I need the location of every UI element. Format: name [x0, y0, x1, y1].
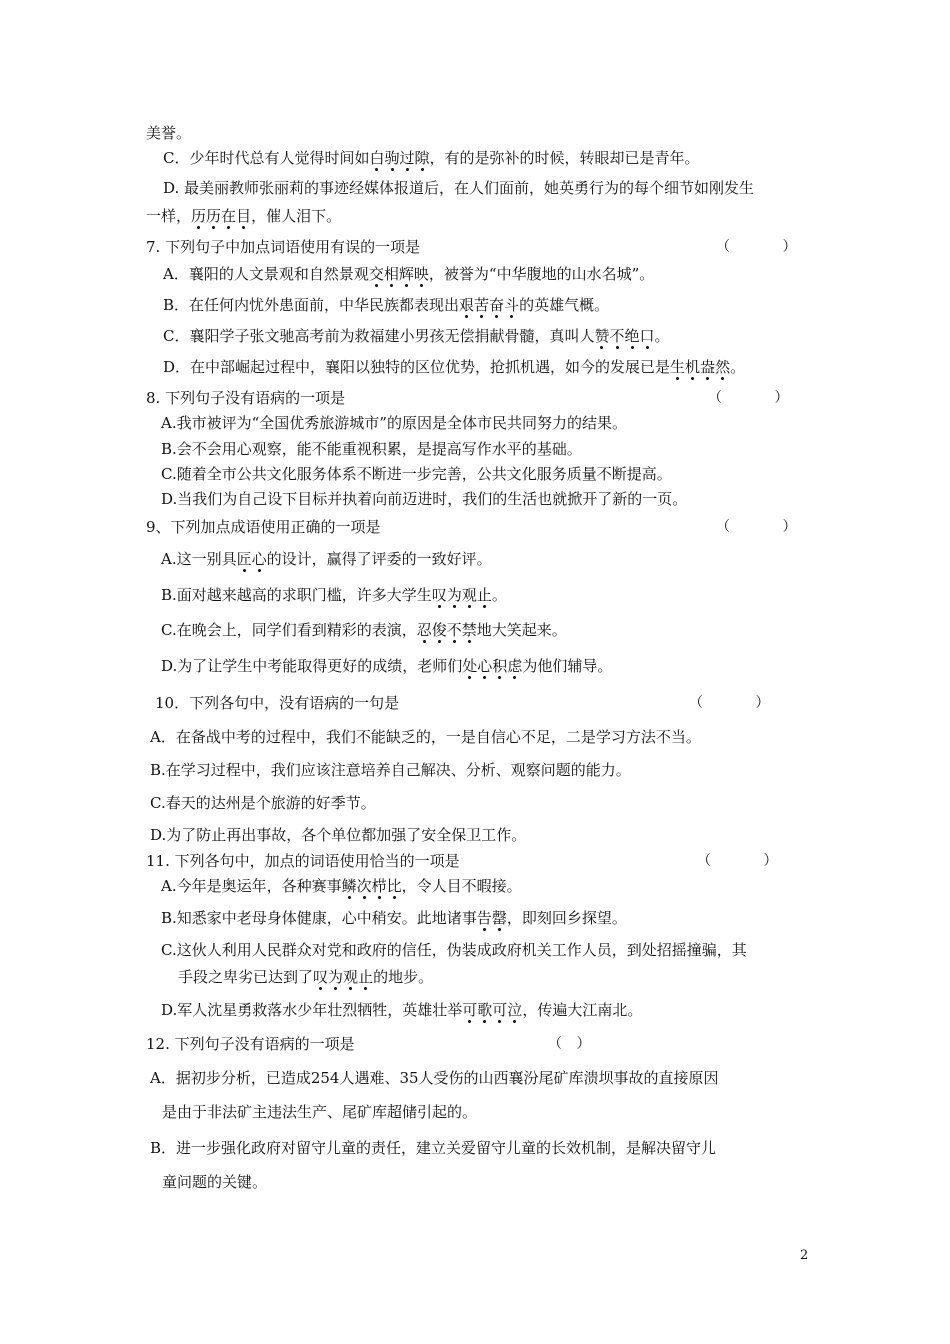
- option-line: 是由于非法矿主违法生产、尾矿库超储引起的。: [162, 1103, 478, 1121]
- option-line: B.在学习过程中，我们应该注意培养自己解决、分析、观察问题的能力。: [150, 761, 631, 779]
- dotted-char: 为: [446, 586, 462, 604]
- dotted-char: 历: [191, 207, 207, 225]
- question-11-stem: 11. 下列各句中，加点的词语使用恰当的一项是: [146, 852, 460, 870]
- dotted-char: 过: [399, 149, 415, 167]
- answer-paren-9: （ ）: [716, 519, 797, 535]
- option-line: D.军人沈星勇救落水少年壮烈牺牲，英雄壮举可歌可泣，传遍大江南北。: [161, 1001, 643, 1019]
- option-line: 手段之卑劣已达到了叹为观止的地步。: [178, 968, 434, 986]
- dotted-char: 为: [328, 968, 344, 986]
- option-line: C.随着全市公共文化服务体系不断进一步完善，公共文化服务质量不断提高。: [161, 465, 672, 483]
- dotted-char: 可: [492, 1001, 508, 1019]
- question-7-stem: 7. 下列句子中加点词语使用有误的一项是: [146, 238, 421, 256]
- answer-paren-7: （ ）: [716, 239, 797, 255]
- dotted-term: [462, 1001, 522, 1019]
- dotted-term: [417, 621, 477, 639]
- dotted-char: 交: [368, 265, 384, 283]
- answer-paren-8: （ ）: [708, 390, 789, 406]
- dotted-char: 观: [461, 586, 477, 604]
- dotted-char: 告: [476, 909, 492, 927]
- option-line: B．在任何内忧外患面前，中华民族都表现出艰苦奋斗的英雄气概。: [163, 296, 610, 314]
- option-line: C．少年时代总有人觉得时间如白驹过隙，有的是弥补的时候，转眼却已是青年。: [163, 149, 700, 167]
- option-line: A．襄阳的人文景观和自然景观交相辉映，被誉为“中华腹地的山水名城”。: [163, 265, 655, 283]
- dotted-char: 相: [383, 265, 399, 283]
- dotted-char: 忍: [416, 621, 432, 639]
- option-line: B.面对越来越高的求职门槛，许多大学生叹为观止。: [161, 586, 507, 604]
- dotted-term: [369, 265, 429, 283]
- dotted-term: [237, 550, 267, 568]
- text-line: 一样，历历在目，催人泪下。: [146, 207, 342, 225]
- option-line: B.知悉家中老母身体健康，心中稍安。此地诸事告罄，即刻回乡探望。: [161, 909, 627, 927]
- dotted-char: 止: [358, 968, 374, 986]
- dotted-char: 赞: [594, 327, 610, 345]
- dotted-char: 映: [413, 265, 429, 283]
- dotted-term: [594, 327, 654, 345]
- answer-paren-12: （ ）: [548, 1036, 591, 1052]
- dotted-char: 白: [369, 149, 385, 167]
- dotted-char: 观: [343, 968, 359, 986]
- option-line: A.这一别具匠心的设计，赢得了评委的一致好评。: [161, 550, 492, 568]
- dotted-term: [191, 207, 251, 225]
- dotted-char: 不: [446, 621, 462, 639]
- question-9-stem: 9、下列加点成语使用正确的一项是: [146, 518, 381, 536]
- dotted-char: 辉: [398, 265, 414, 283]
- dotted-char: 然: [715, 358, 731, 376]
- option-line: A．据初步分析，已造成254人遇难、35人受伤的山西襄汾尾矿库溃坝事故的直接原因: [150, 1069, 719, 1087]
- dotted-char: 机: [685, 358, 701, 376]
- dotted-char: 目: [236, 207, 252, 225]
- option-line: D.为了防止再出事故，各个单位都加强了安全保卫工作。: [150, 826, 527, 844]
- option-line: 童问题的关键。: [162, 1173, 268, 1191]
- dotted-char: 口: [639, 327, 655, 345]
- dotted-term: [462, 657, 522, 675]
- dotted-char: 罄: [491, 909, 507, 927]
- dotted-char: 隙: [414, 149, 430, 167]
- option-line: D.为了让学生中考能取得更好的成绩，老师们处心积虑为他们辅导。: [161, 657, 613, 675]
- option-line: C.这伙人利用人民群众对党和政府的信任，伪装成政府机关工作人员，到处招摇撞骗，其: [161, 941, 747, 959]
- dotted-char: 比: [386, 877, 402, 895]
- dotted-char: 绝: [624, 327, 640, 345]
- answer-paren-11: （ ）: [697, 853, 778, 869]
- dotted-char: 生: [670, 358, 686, 376]
- dotted-char: 积: [492, 657, 508, 675]
- question-8-stem: 8. 下列句子没有语病的一项是: [146, 389, 346, 407]
- dotted-char: 泣: [507, 1001, 523, 1019]
- dotted-char: 处: [462, 657, 478, 675]
- dotted-char: 奋: [489, 296, 505, 314]
- dotted-term: [432, 586, 492, 604]
- question-12-stem: 12. 下列句子没有语病的一项是: [146, 1035, 355, 1053]
- text-line: 美誉。: [146, 124, 192, 142]
- dotted-char: 叹: [313, 968, 329, 986]
- dotted-char: 心: [251, 550, 267, 568]
- option-line: D.当我们为自己设下目标并执着向前迈进时，我们的生活也就掀开了新的一页。: [161, 490, 688, 508]
- dotted-term: [670, 358, 730, 376]
- option-line: D．在中部崛起过程中，襄阳以独特的区位优势，抢抓机遇，如今的发展已是生机盎然。: [163, 358, 746, 376]
- dotted-char: 不: [609, 327, 625, 345]
- dotted-char: 苦: [474, 296, 490, 314]
- option-line: A.今年是奥运年，各种赛事鳞次栉比，令人目不暇接。: [161, 877, 522, 895]
- dotted-char: 在: [221, 207, 237, 225]
- dotted-char: 匠: [236, 550, 252, 568]
- dotted-char: 斗: [504, 296, 520, 314]
- page-number: 2: [800, 1248, 809, 1263]
- option-line: B.会不会用心观察，能不能重视积累，是提高写作水平的基础。: [161, 440, 582, 458]
- answer-paren-10: （ ）: [689, 695, 770, 711]
- dotted-term: [369, 149, 429, 167]
- dotted-char: 止: [476, 586, 492, 604]
- dotted-char: 栉: [371, 877, 387, 895]
- dotted-char: 次: [356, 877, 372, 895]
- dotted-char: 艰: [459, 296, 475, 314]
- dotted-char: 鳞: [341, 877, 357, 895]
- option-line: C.在晚会上，同学们看到精彩的表演，忍俊不禁地大笑起来。: [161, 621, 567, 639]
- dotted-char: 虑: [507, 657, 523, 675]
- dotted-term: [342, 877, 402, 895]
- dotted-char: 禁: [461, 621, 477, 639]
- option-line: A．在备战中考的过程中，我们不能缺乏的，一是自信心不足，二是学习方法不当。: [150, 728, 701, 746]
- dotted-char: 俊: [431, 621, 447, 639]
- option-line: C.春天的达州是个旅游的好季节。: [150, 794, 376, 812]
- dotted-char: 叹: [431, 586, 447, 604]
- dotted-char: 可: [462, 1001, 478, 1019]
- dotted-char: 驹: [384, 149, 400, 167]
- dotted-term: [313, 968, 373, 986]
- dotted-char: 歌: [477, 1001, 493, 1019]
- option-line: C．襄阳学子张文驰高考前为救福建小男孩无偿捐献骨髓，真叫人赞不绝口。: [163, 327, 670, 345]
- dotted-char: 历: [206, 207, 222, 225]
- option-line: B．进一步强化政府对留守儿童的责任，建立关爱留守儿童的长效机制，是解决留守儿: [150, 1139, 717, 1157]
- dotted-term: [459, 296, 519, 314]
- option-line: A.我市被评为“全国优秀旅游城市”的原因是全体市民共同努力的结果。: [161, 414, 627, 432]
- dotted-char: 盎: [700, 358, 716, 376]
- question-10-stem: 10．下列各句中，没有语病的一句是: [155, 694, 400, 712]
- dotted-char: 心: [477, 657, 493, 675]
- option-line: D. 最美丽教师张丽莉的事迹经媒体报道后，在人们面前，她英勇行为的每个细节如刚发生: [163, 179, 755, 197]
- dotted-term: [477, 909, 507, 927]
